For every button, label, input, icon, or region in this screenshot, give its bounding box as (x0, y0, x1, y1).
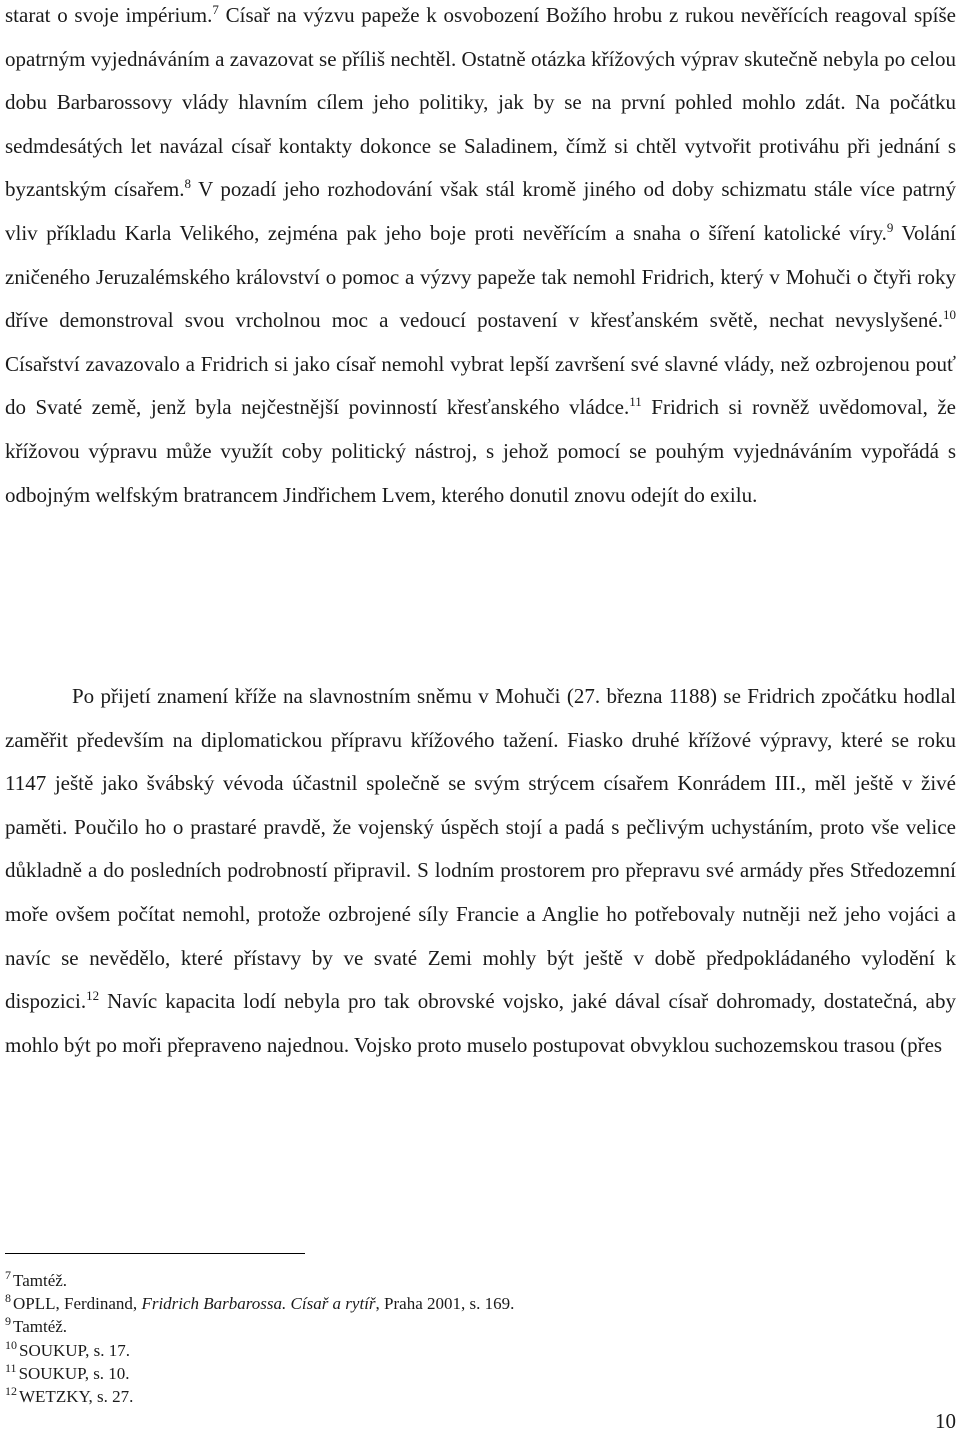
footnote-number: 8 (5, 1291, 11, 1306)
text-run: starat o svoje impérium. (5, 3, 213, 27)
footnote-reference: 10 (943, 307, 956, 323)
footnote-number: 11 (5, 1360, 17, 1375)
text-run: V pozadí jeho rozhodování však stál kromě jiného od doby schizmatu stále více patrný vliv příkladu Karla Velikého, zejména pak jeho boje proti nevěřícím a snaha o šíření katolické víry. (5, 177, 957, 245)
footnote-reference: 8 (184, 176, 191, 192)
footnote-item (5, 1339, 956, 1362)
text-run: Císař na výzvu papeže k osvobození Božího hrobu z rukou nevěřících reagoval spíše opatrným vyjednáváním a zavazovat se příliš nechtěl. Ostatně otázka křížových výprav skutečně nebyla po celou dobu Barbarossovy vlády hlavním cílem jeho politiky, jak by se na první pohled mohlo zdát. Na počátku sedmdesátých let navázal císař kontakty dokonce se Saladinem, čímž si chtěl vytvořit protiváhu při jednání s byzantským císařem. (5, 3, 956, 202)
footnote-separator (5, 1253, 305, 1254)
footnote-item (5, 1315, 956, 1338)
text-run: Fridrich si rovněž uvědomoval, že křížovou výpravu může využít coby politický nástroj, s jehož pomocí se pouhým vyjednáváním vypořádá s odbojným welfským bratrancem Jindřichem Lvem, kterého donutil znovu odejít do exilu. (5, 395, 957, 507)
footnote-reference: 12 (86, 988, 100, 1004)
footnote-reference: 7 (212, 2, 219, 17)
page-number: 10 (935, 1409, 956, 1433)
text-run: Tamtéž. (13, 1271, 68, 1290)
footnote-reference: 11 (629, 394, 642, 410)
body-paragraph (5, 0, 956, 517)
text-run: SOUKUP, s. 10. (18, 1363, 130, 1383)
text-run: Navíc kapacita lodí nebyla pro tak obrovské vojsko, jaké dával císař dohromady, dostatečná, aby mohlo být po moři přepraveno najednou. Vojsko proto muselo postupovat obvyklou suchozemskou trasou (přes (5, 989, 956, 1057)
footnote-number: 12 (5, 1384, 17, 1399)
text-run: , Praha 2001, s. 169. (375, 1294, 515, 1314)
footnote-item (5, 1385, 956, 1408)
footnote-item (5, 1292, 956, 1315)
footnote-number: 9 (5, 1314, 11, 1329)
footnote-item (5, 1362, 956, 1385)
text-run: Císařství zavazovalo a Fridrich si jako císař nemohl vybrat lepší završení své slavné vlády, než ozbrojenou pouť do Svaté země, jenž byla nejčestnější povinností křesťanského vládce. (5, 351, 956, 420)
text-run: WETZKY, s. 27. (19, 1387, 134, 1407)
footnote-reference: 9 (886, 219, 894, 235)
text-run: Volání zničeného Jeruzalémského království o pomoc a výzvy papeže tak nemohl Fridrich, který v Mohuči o čtyři roky dříve demonstroval svou vrcholnou moc a vedoucí postavení v křesťanském světě, nechat nevyslyšené. (5, 220, 956, 333)
footnote-item (5, 1269, 956, 1292)
footnote-number: 7 (5, 1268, 11, 1282)
text-run: OPLL, Ferdinand, (13, 1294, 142, 1314)
footnotes-list (5, 1269, 956, 1408)
footnote-number: 10 (5, 1337, 17, 1352)
text-run: Tamtéž. (13, 1317, 68, 1337)
document-page (5, 0, 956, 1440)
italic-title: Fridrich Barbarossa. Císař a rytíř (141, 1294, 376, 1314)
body-paragraph (5, 675, 956, 1067)
text-run: SOUKUP, s. 17. (19, 1340, 130, 1360)
text-run: Po přijetí znamení kříže na slavnostním sněmu v Mohuči (27. března 1188) se Fridrich zpočátku hodlal zaměřit především na diplomatickou přípravu křížového tažení. Fiasko druhé křížové výpravy, které se roku 1147 ještě jako švábský vévoda účastnil společně se svým strýcem císařem Konrádem III., měl ještě v živé paměti. Poučilo ho o prastaré pravdě, že vojenský úspěch stojí a padá s pečlivým uchystáním, proto vše velice důkladně a do posledních podrobností připravil. S lodním prostorem pro přepravu své armády přes Středozemní moře ovšem počítat nemohl, protože ozbrojené síly Francie a Anglie ho potřebovaly nutněji než jeho vojáci a navíc se nevědělo, které přístavy by ve svaté Zemi mohly být ještě v době předpokládaného vylodění k dispozici. (5, 684, 956, 1014)
